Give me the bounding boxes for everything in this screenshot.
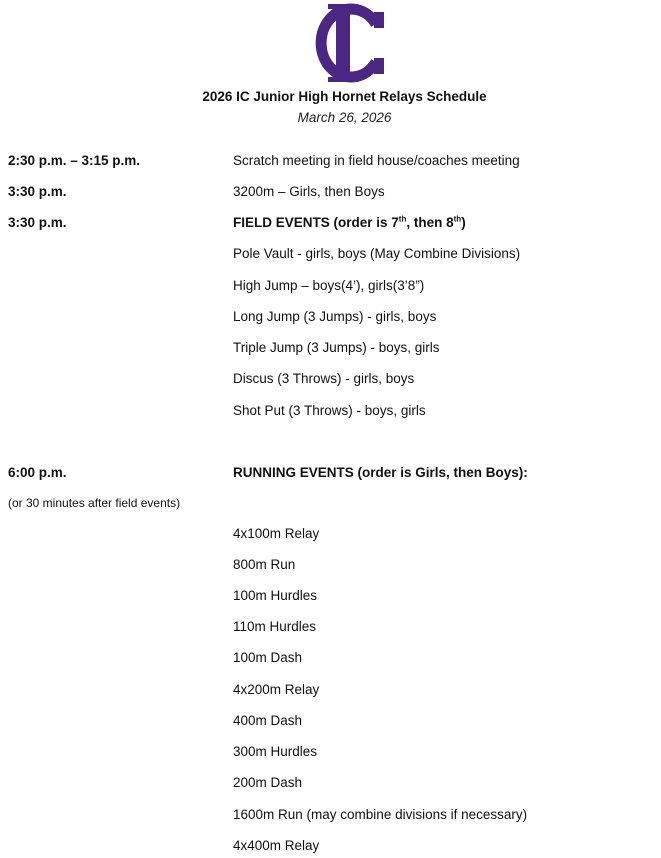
running-event-item: 200m Dash xyxy=(233,775,303,790)
field-event-item: Discus (3 Throws) - girls, boys xyxy=(233,371,415,386)
running-event-item: 100m Hurdles xyxy=(233,588,318,603)
running-time-note: (or 30 minutes after field events) xyxy=(8,496,181,510)
field-event-item: Long Jump (3 Jumps) - girls, boys xyxy=(233,309,437,324)
running-time: 6:00 p.m. xyxy=(8,465,67,480)
running-event-item: 4x200m Relay xyxy=(233,682,320,697)
running-event-item: 1600m Run (may combine divisions if necessary) xyxy=(233,807,528,822)
field-event-item: Shot Put (3 Throws) - boys, girls xyxy=(233,403,426,418)
running-event-item: 400m Dash xyxy=(233,713,303,728)
field-event-item: High Jump – boys(4’), girls(3’8”) xyxy=(233,278,425,293)
schedule-desc-1: Scratch meeting in field house/coaches meeting xyxy=(233,153,520,168)
event-date: March 26, 2026 xyxy=(297,110,392,125)
field-event-item: Triple Jump (3 Jumps) - boys, girls xyxy=(233,340,440,355)
field-events-heading: FIELD EVENTS (order is 7th, then 8th) xyxy=(233,214,466,230)
schedule-time-2: 3:30 p.m. xyxy=(8,184,67,199)
running-event-item: 110m Hurdles xyxy=(233,619,317,634)
running-event-item: 800m Run xyxy=(233,557,296,572)
running-event-item: 300m Hurdles xyxy=(233,744,318,759)
schedule-time-1: 2:30 p.m. – 3:15 p.m. xyxy=(8,153,141,168)
ic-logo xyxy=(302,2,388,84)
running-event-item: 100m Dash xyxy=(233,650,303,665)
page-title: 2026 IC Junior High Hornet Relays Schedule xyxy=(202,89,487,104)
field-event-item: Pole Vault - girls, boys (May Combine Divisions) xyxy=(233,246,521,261)
schedule-time-3: 3:30 p.m. xyxy=(8,215,67,230)
running-events-heading: RUNNING EVENTS (order is Girls, then Boys): xyxy=(233,465,528,480)
running-event-item: 4x400m Relay xyxy=(233,838,320,853)
schedule-desc-2: 3200m – Girls, then Boys xyxy=(233,184,385,199)
running-event-item: 4x100m Relay xyxy=(233,526,320,541)
